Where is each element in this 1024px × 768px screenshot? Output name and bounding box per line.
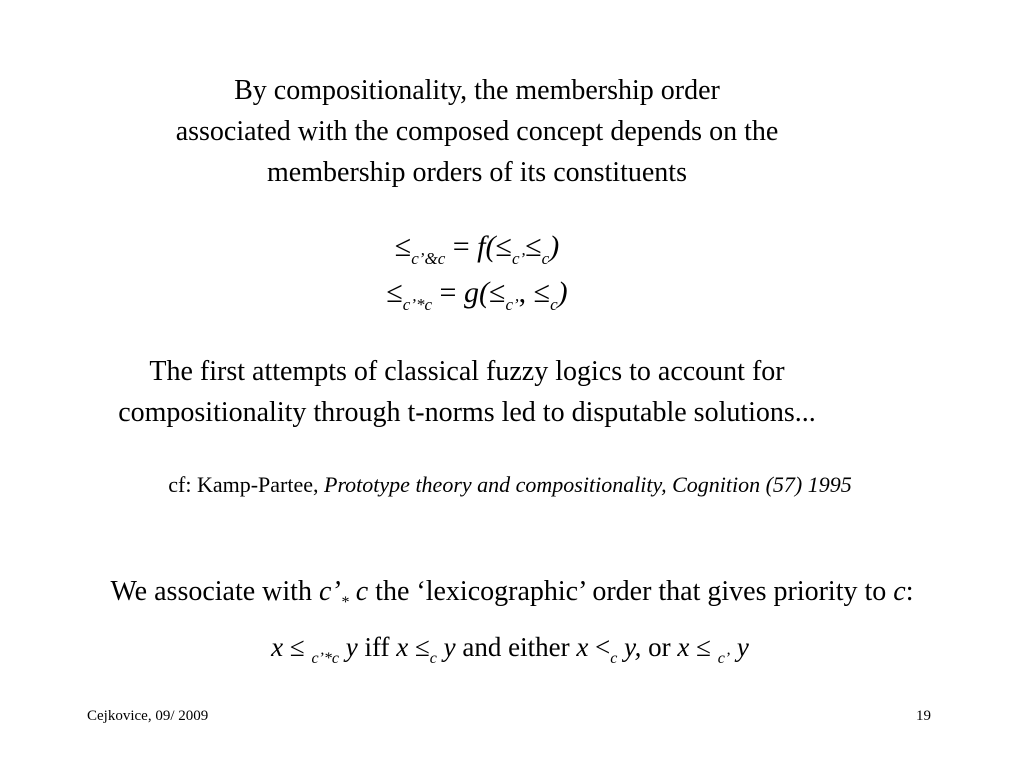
attempts-paragraph [0, 351, 979, 433]
footer-location-date: Cejkovice, 09/ 2009 [87, 708, 209, 724]
intro-line-3: membership orders of its constituents [267, 157, 687, 188]
citation-title: Prototype theory and compositionality, Cognition (57) 1995 [324, 472, 852, 497]
page-number: 19 [916, 708, 931, 724]
intro-paragraph [0, 70, 989, 193]
association-sentence: We associate with $c’_*$ c the ‘lexicographic’ order that gives priority to c: [110, 576, 914, 611]
citation [0, 470, 1022, 500]
attempts-line-2: compositionality through t-norms led to disputable solutions... [118, 397, 816, 428]
intro-line-2: associated with the composed concept depends on the [175, 116, 779, 147]
intro-line-1: By compositionality, the membership order [234, 75, 720, 106]
formulas [0, 224, 989, 316]
attempts-line-1: The first attempts of classical fuzzy logics to account for [149, 356, 785, 387]
formula-star: $\le_{c’*c} = g(\le_{c’}$, $\le_c$) [386, 276, 568, 314]
citation-prefix: cf: Kamp-Partee, [168, 472, 324, 497]
formula-and: $\le_{c’\&c} = f(\le_{c’}\le_c)$ [394, 230, 560, 268]
order-definition: x ≤ $_{c’*c}$ y iff $x \le_c$ y and either $x <_c$ y, or x ≤ $_{c’}$ y [271, 632, 749, 667]
